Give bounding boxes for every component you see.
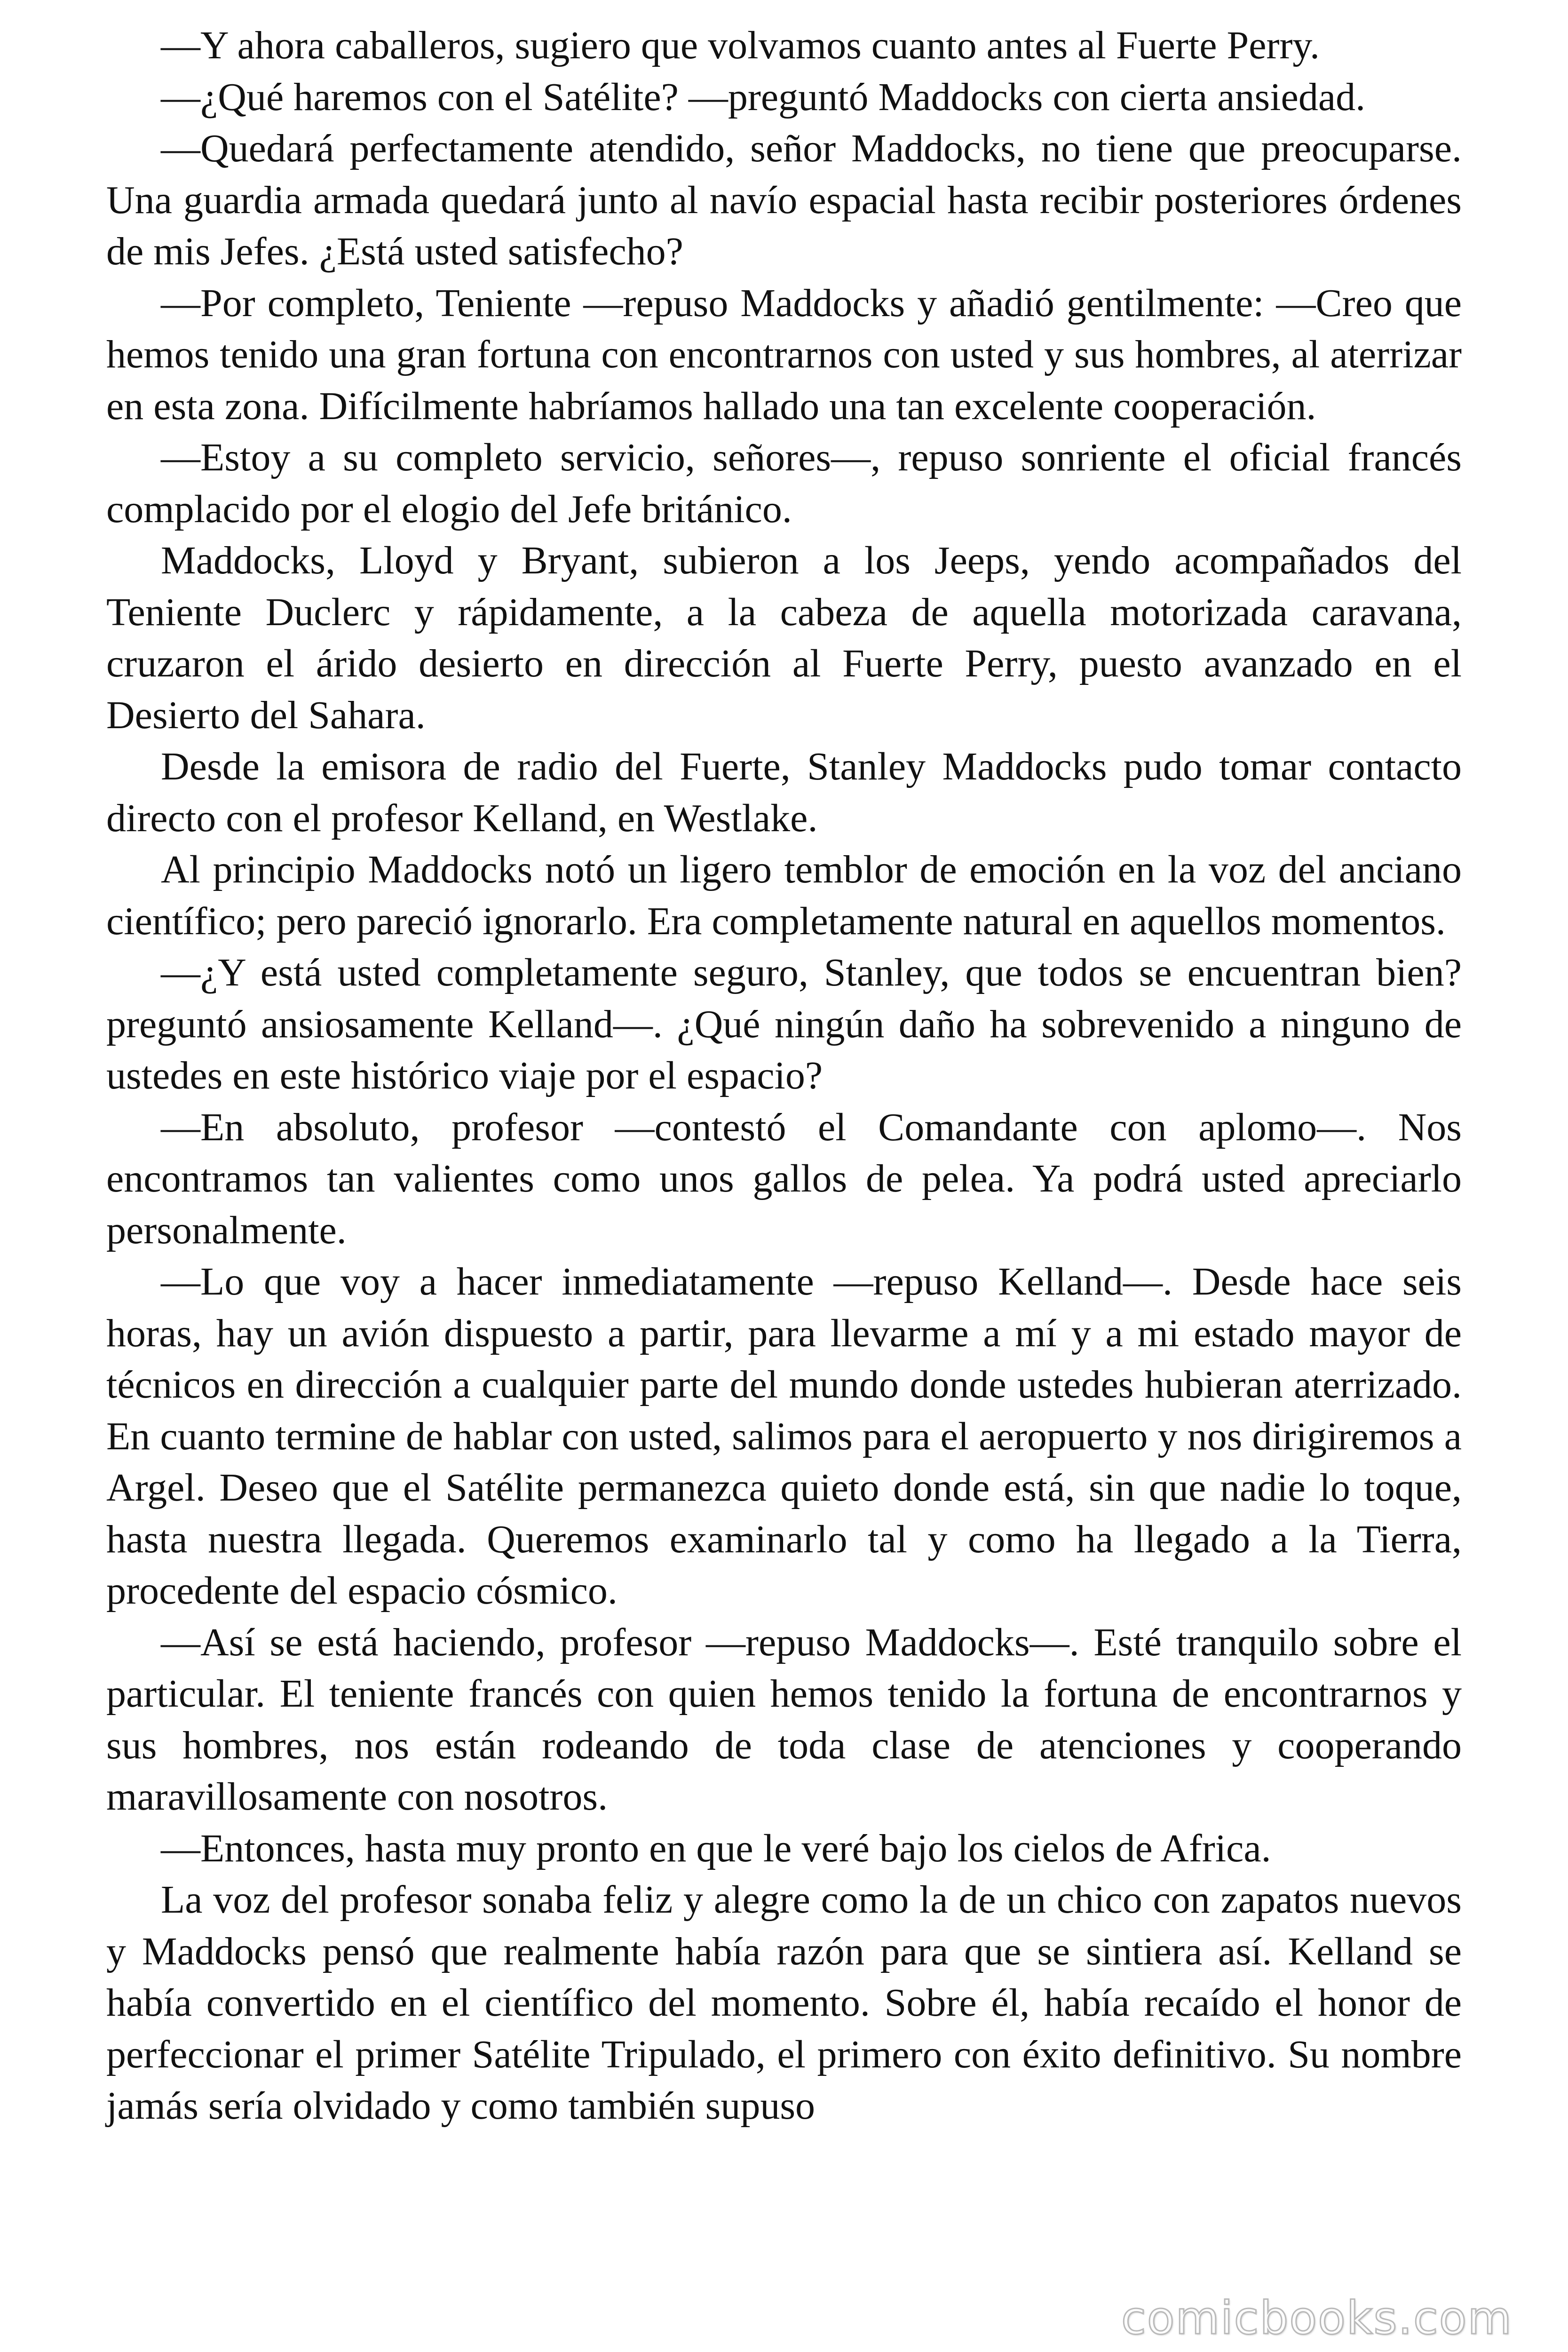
paragraph: —Así se está haciendo, profesor —repuso Maddocks—. Esté tranquilo sobre el particular. El teniente francés con quien hemos tenido la fortuna de encontrarnos y sus hombres, nos están rodeando de toda clase de atenciones y cooperando maravillosamente con nosotros. — [106, 1620, 1462, 1819]
paragraph: Al principio Maddocks notó un ligero temblor de emoción en la voz del anciano científico; pero pareció ignorarlo. Era completamente natural en aquellos momentos. — [106, 848, 1462, 943]
paragraph: —Por completo, Teniente —repuso Maddocks y añadió gentilmente: —Creo que hemos tenido una gran fortuna con encontrarnos con usted y sus hombres, al aterrizar en esta zona. Difícilmente habríamos hallado una tan excelente cooperación. — [106, 281, 1462, 428]
page-text-column — [106, 20, 1462, 2132]
paragraph: Maddocks, Lloyd y Bryant, subieron a los Jeeps, yendo acompañados del Teniente Duclerc y rápidamente, a la cabeza de aquella motorizada caravana, cruzaron el árido desierto en dirección al Fuerte Perry, puesto avanzado en el Desierto del Sahara. — [106, 539, 1462, 737]
paragraph: La voz del profesor sonaba feliz y alegre como la de un chico con zapatos nuevos y Maddocks pensó que realmente había razón para que se sintiera así. Kelland se había convertido en el científico del momento. Sobre él, había recaído el honor de perfeccionar el primer Satélite Tripulado, el primero con éxito definitivo. Su nombre jamás sería olvidado y como también supuso — [106, 1878, 1462, 2128]
paragraph: —¿Qué haremos con el Satélite? —preguntó Maddocks con cierta ansiedad. — [161, 75, 1366, 119]
paragraph: —¿Y está usted completamente seguro, Stanley, que todos se encuentran bien? preguntó ansiosamente Kelland—. ¿Qué ningún daño ha sobrevenido a ninguno de ustedes en este histórico viaje por el espacio? — [106, 951, 1462, 1097]
paragraph: —Y ahora caballeros, sugiero que volvamos cuanto antes al Fuerte Perry. — [161, 24, 1320, 67]
paragraph: —Lo que voy a hacer inmediatamente —repuso Kelland—. Desde hace seis horas, hay un avión dispuesto a partir, para llevarme a mí y a mi estado mayor de técnicos en dirección a cualquier parte del mundo donde ustedes hubieran aterrizado. En cuanto termine de hablar con usted, salimos para el aeropuerto y nos dirigiremos a Argel. Deseo que el Satélite permanezca quieto donde está, sin que nadie lo toque, hasta nuestra llegada. Queremos examinarlo tal y como ha llegado a la Tierra, procedente del espacio cósmico. — [106, 1260, 1462, 1613]
paragraph: Desde la emisora de radio del Fuerte, Stanley Maddocks pudo tomar contacto directo con el profesor Kelland, en Westlake. — [106, 745, 1462, 840]
paragraph: —Entonces, hasta muy pronto en que le veré bajo los cielos de Africa. — [161, 1826, 1271, 1870]
paragraph: —Quedará perfectamente atendido, señor Maddocks, no tiene que preocuparse. Una guardia armada quedará junto al navío espacial hasta recibir posteriores órdenes de mis Jefes. ¿Está usted satisfecho? — [106, 127, 1462, 273]
paragraph: —En absoluto, profesor —contestó el Comandante con aplomo—. Nos encontramos tan valientes como unos gallos de pelea. Ya podrá usted apreciarlo personalmente. — [106, 1105, 1462, 1252]
paragraph: —Estoy a su completo servicio, señores—, repuso sonriente el oficial francés complacido por el elogio del Jefe británico. — [106, 436, 1462, 531]
watermark: comicbooks.com — [1121, 2292, 1513, 2344]
